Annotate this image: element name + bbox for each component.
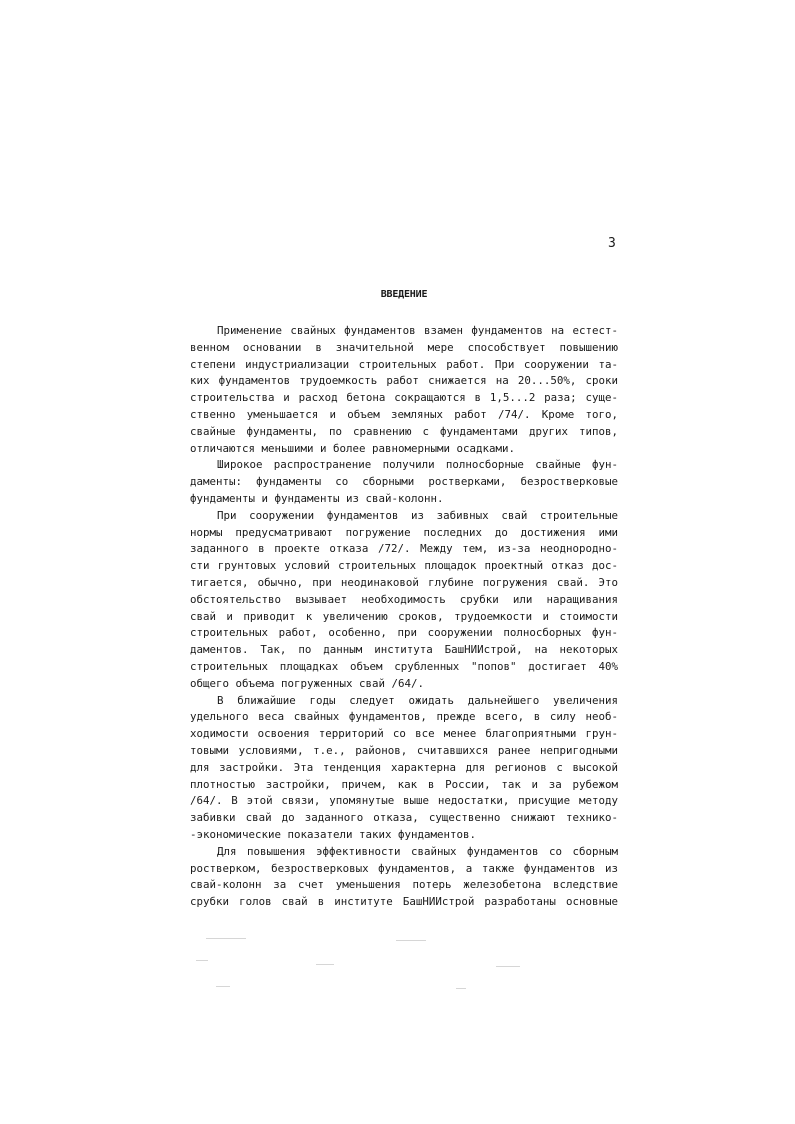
text-line: для застройки. Эта тенденция характерна для регионов с высокой [190, 760, 618, 774]
text-line: /64/. В этой связи, упомянутые выше недостатки, присущие методу [190, 794, 618, 808]
text-line: венном основании в значительной мере способствует повышению [190, 340, 618, 354]
text-line: обстоятельство вызывает необходимость срубки или наращивания [190, 592, 618, 606]
text-line: строительства и расход бетона сокращаются в 1,5...2 раза; суще- [190, 391, 618, 405]
text-line: отличаются меньшими и более равномерными осадками. [190, 441, 516, 455]
text-line: даменты: фундаменты со сборными ростверками, безростверковые [190, 475, 618, 489]
text-line: Для повышения эффективности свайных фундаментов со сборным [217, 844, 618, 858]
text-line: Широкое распространение получили полносборные свайные фун- [217, 458, 618, 472]
text-line: общего объема погруженных свай /64/. [190, 676, 425, 690]
text-line: ственно уменьшается и объем земляных работ /74/. Кроме того, [190, 407, 618, 421]
text-line: плотностью застройки, причем, как в России, так и за рубежом [190, 777, 618, 791]
text-line: удельного веса свайных фундаментов, прежде всего, в силу необ- [190, 710, 618, 724]
text-line: даментов. Так, по данным института БашНИИстрой, на некоторых [190, 643, 618, 657]
text-line: тигается, обычно, при неодинаковой глубине погружения свай. Это [190, 575, 618, 589]
scan-noise [196, 930, 616, 1000]
body-text [190, 323, 618, 911]
section-title: ВВЕДЕНИЕ [380, 289, 428, 300]
text-line: фундаменты и фундаменты из свай-колонн. [190, 491, 444, 505]
text-line: товыми условиями, т.е., районов, считавшихся ранее непригодными [190, 743, 618, 757]
text-line: свайные фундаменты, по сравнению с фундаментами других типов, [190, 424, 618, 438]
text-line: свай и приводит к увеличению сроков, трудоемкости и стоимости [190, 609, 618, 623]
text-line: В ближайшие годы следует ожидать дальнейшего увеличения [217, 693, 618, 707]
text-line: строительных работ, особенно, при сооружении полносборных фун- [190, 626, 618, 640]
text-line: степени индустриализации строительных работ. При сооружении та- [190, 357, 618, 371]
text-line: забивки свай до заданного отказа, существенно снижают технико- [190, 811, 618, 825]
text-line: Применение свайных фундаментов взамен фундаментов на естест- [217, 324, 618, 337]
text-line: ходимости освоения территорий со все менее благоприятными грун- [190, 727, 618, 741]
text-line: нормы предусматривают погружение последних до достижения ими [190, 525, 618, 539]
text-line: строительных площадках объем срубленных "попов" достигает 40% [190, 659, 618, 673]
text-line: сти грунтовых условий строительных площадок проектный отказ дос- [190, 559, 618, 573]
text-line: ких фундаментов трудоемкость работ снижается на 20...50%, сроки [190, 374, 618, 388]
page-number: 3 [608, 236, 616, 251]
text-line: При сооружении фундаментов из забивных свай строительные [217, 508, 618, 522]
text-line: срубки голов свай в институте БашНИИстрой разработаны основные [190, 895, 618, 909]
text-line: -экономические показатели таких фундаментов. [190, 827, 477, 841]
text-line: ростверком, безростверковых фундаментов, а также фундаментов из [190, 861, 618, 875]
text-line: заданного в проекте отказа /72/. Между тем, из-за неоднородно- [190, 542, 618, 556]
text-line: свай-колонн за счет уменьшения потерь железобетона вследствие [190, 878, 618, 892]
